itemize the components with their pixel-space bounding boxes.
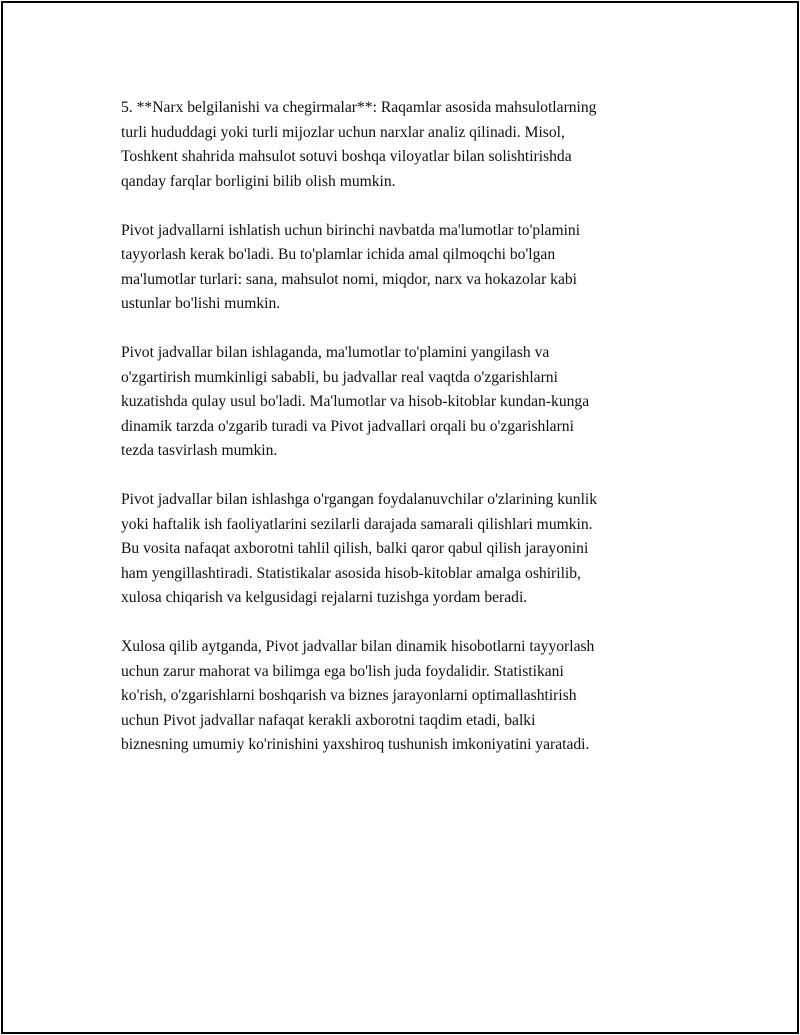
text-line: Pivot jadvallar bilan ishlashga o'rgangan foydalanuvchilar o'zlarining kunlik: [121, 491, 598, 508]
text-line: Pivot jadvallarni ishlatish uchun birinchi navbatda ma'lumotlar to'plamini: [121, 221, 581, 239]
text-line: yoki haftalik ish faoliyatlarini sezilarli darajada samarali qilishlari mumkin.: [121, 515, 593, 533]
text-line: Toshkent shahrida mahsulot sotuvi boshqa viloyatlar bilan solishtirishda: [121, 148, 572, 165]
text-line: Xulosa qilib aytganda, Pivot jadvallar bilan dinamik hisobotlarni tayyorlash: [121, 638, 595, 655]
text-line: turli hududdagi yoki turli mijozlar uchun narxlar analiz qilinadi. Misol,: [121, 123, 565, 141]
paragraph-productivity: [121, 488, 701, 611]
text-line: xulosa chiqarish va kelgusidagi rejalarni tuzishga yordam beradi.: [121, 589, 528, 606]
text-line: 5. **Narx belgilanishi va chegirmalar**: Raqamlar asosida mahsulotlarning: [121, 99, 597, 116]
text-line: ko'rish, o'zgarishlarni boshqarish va biznes jarayonlarni optimallashtirish: [121, 687, 577, 704]
page-border: [1, 1, 799, 1034]
text-line: dinamik tarzda o'zgarib turadi va Pivot jadvallari orqali bu o'zgarishlarni: [121, 417, 574, 435]
text-line: kuzatishda qulay usul bo'ladi. Ma'lumotlar va hisob-kitoblar kundan-kunga: [121, 393, 590, 410]
text-line: qanday farqlar borligini bilib olish mumkin.: [121, 172, 396, 190]
text-line: ustunlar bo'lishi mumkin.: [121, 295, 281, 312]
document-body: [121, 96, 701, 782]
paragraph-conclusion: [121, 635, 701, 758]
paragraph-realtime-updates: [121, 341, 701, 464]
text-line: Pivot jadvallar bilan ishlaganda, ma'lumotlar to'plamini yangilash va: [121, 344, 550, 361]
text-line: Bu vosita nafaqat axborotni tahlil qilish, balki qaror qabul qilish jarayonini: [121, 540, 589, 557]
text-line: uchun Pivot jadvallar nafaqat kerakli axborotni taqdim etadi, balki: [121, 711, 536, 729]
paragraph-pricing: [121, 96, 701, 194]
text-line: uchun zarur mahorat va bilimga ega bo'lish juda foydalidir. Statistikani: [121, 662, 564, 680]
text-line: tayyorlash kerak bo'ladi. Bu to'plamlar ichida amal qilmoqchi bo'lgan: [121, 246, 556, 263]
text-line: tezda tasvirlash mumkin.: [121, 442, 278, 459]
text-line: ma'lumotlar turlari: sana, mahsulot nomi, miqdor, narx va hokazolar kabi: [121, 270, 578, 288]
text-line: biznesning umumiy ko'rinishini yaxshiroq tushunish imkoniyatini yaratadi.: [121, 736, 590, 753]
paragraph-data-preparation: [121, 219, 701, 317]
text-line: ham yengillashtiradi. Statistikalar asosida hisob-kitoblar amalga oshirilib,: [121, 564, 581, 582]
text-line: o'zgartirish mumkinligi sababli, bu jadvallar real vaqtda o'zgarishlarni: [121, 368, 558, 386]
